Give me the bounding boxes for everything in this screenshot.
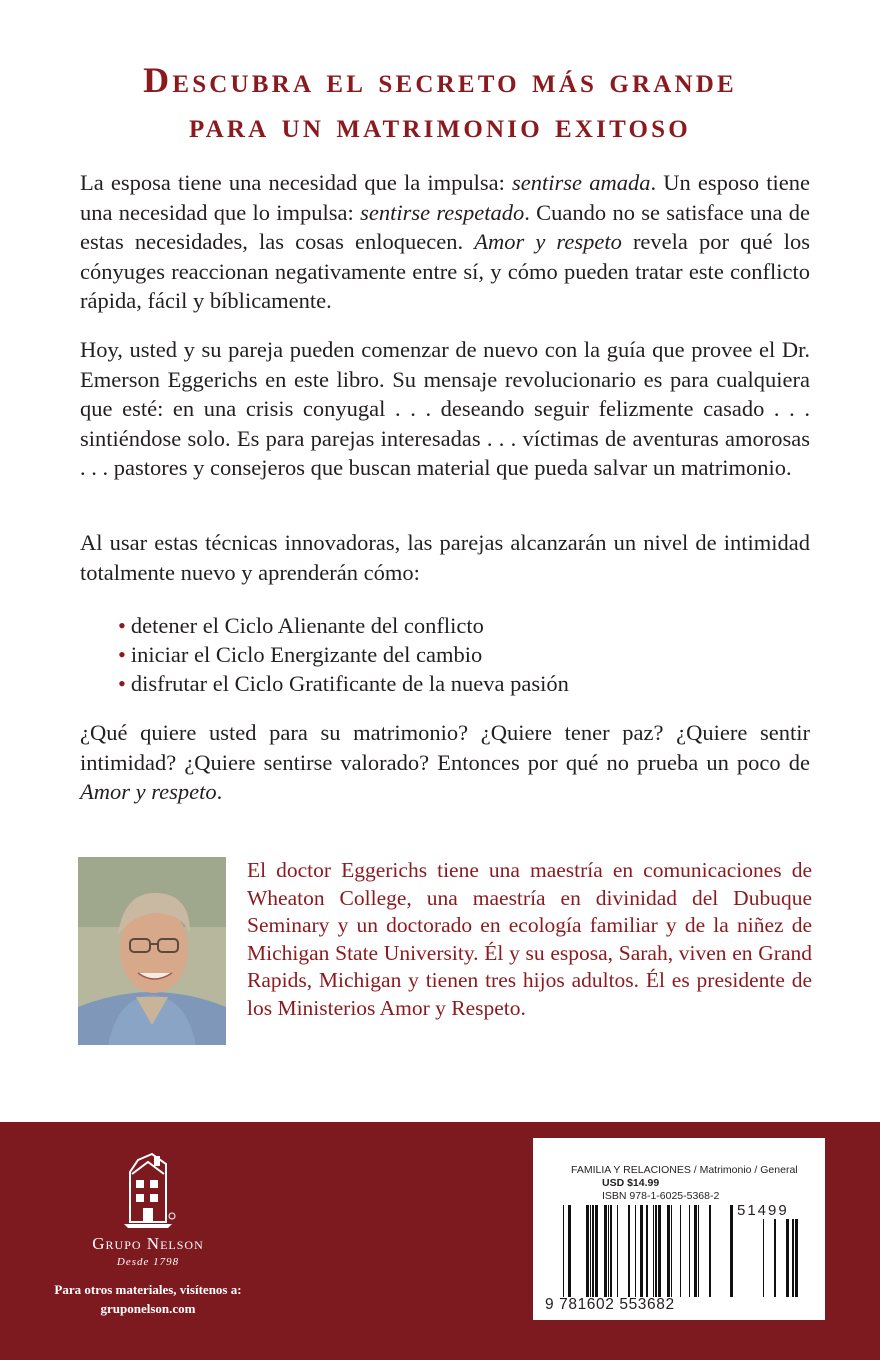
text-run: revela por qué los cónyuges reaccionan negativamente entre sí, y cómo pueden tratar este conflicto rápida, fácil y bíblicamente.	[80, 229, 810, 313]
ean-barcode	[563, 1205, 733, 1297]
techniques-paragraph: Al usar estas técnicas innovadoras, las parejas alcanzarán un nivel de intimidad totalmente nuevo y aprenderán cómo:	[80, 530, 810, 585]
addon-number: 51499	[737, 1202, 789, 1219]
footer-band	[0, 1122, 880, 1360]
barcode-bar	[730, 1205, 733, 1297]
barcode-bar	[671, 1205, 672, 1297]
addon-barcode	[738, 1219, 798, 1297]
barcode-bar	[763, 1219, 764, 1297]
barcode-bar	[698, 1205, 699, 1297]
barcode-bar	[610, 1205, 612, 1297]
barcode-bar	[595, 1205, 598, 1297]
headline-line-1: Descubra el secreto más grande	[143, 60, 737, 100]
text-run: . Un esposo tiene una necesidad que lo impulsa:	[80, 170, 810, 225]
list-item	[118, 669, 569, 698]
bullet-icon: •	[118, 613, 126, 638]
bullet-icon: •	[118, 671, 126, 696]
barcode-bar	[635, 1205, 636, 1297]
book-title-run: Amor y respeto	[474, 229, 622, 254]
author-photo	[78, 857, 226, 1045]
barcode-bar	[568, 1205, 571, 1297]
benefits-list	[118, 611, 569, 698]
barcode-bar	[689, 1205, 690, 1297]
house-icon	[118, 1150, 178, 1230]
list-item-text: disfrutar el Ciclo Gratificante de la nueva pasión	[130, 671, 569, 696]
barcode-bar	[646, 1205, 648, 1297]
barcode-bar	[694, 1205, 697, 1297]
barcode-bar	[604, 1205, 607, 1297]
barcode-bar	[592, 1205, 594, 1297]
headline-line-2: para un matrimonio exitoso	[189, 105, 691, 145]
barcode-bar	[617, 1205, 618, 1297]
barcode-number: 9 781602 553682	[545, 1296, 675, 1313]
barcode-bar	[774, 1219, 776, 1297]
headline	[80, 58, 800, 148]
author-bio: El doctor Eggerichs tiene una maestría en comunicaciones de Wheaton College, una maestría en divinidad del Dubuque Seminary y un doctorado en ecología familiar y de la niñez de Michigan State University. Él y su esposa, Sarah, viven en Grand Rapids, Michigan y tienen tres hijos adultos. Él es presidente de los Ministerios Amor y Respeto.	[247, 858, 812, 1020]
barcode-bar	[709, 1205, 711, 1297]
list-item	[118, 640, 569, 669]
author-portrait-image	[78, 857, 226, 1045]
barcode-bar	[640, 1205, 643, 1297]
text-run: .	[216, 779, 223, 804]
italic-run: sentirse respetado	[360, 199, 525, 225]
publisher-since: Desde 1798	[116, 1256, 180, 1268]
price-label: USD $14.99	[602, 1177, 660, 1189]
list-item-text: detener el Ciclo Alienante del conflicto	[130, 613, 484, 638]
price-barcode-box	[533, 1138, 825, 1320]
barcode-bar	[586, 1205, 589, 1297]
barcode-bar	[786, 1219, 789, 1297]
list-item	[118, 611, 569, 640]
intro-paragraph	[80, 168, 810, 316]
bullet-icon: •	[118, 642, 126, 667]
book-title-run: Amor y respeto	[80, 779, 217, 804]
barcode-bar	[628, 1205, 630, 1297]
text-run: ¿Qué quiere usted para su matrimonio? ¿Quiere tener paz? ¿Quiere sentir intimidad? ¿Quiere sentirse valorado? Entonces por qué no prueba un poco de	[80, 720, 810, 775]
subject-category: FAMILIA Y RELACIONES / Matrimonio / General	[571, 1164, 798, 1176]
barcode-bar	[590, 1205, 591, 1297]
questions-paragraph	[80, 718, 810, 807]
isbn-label: ISBN 978-1-6025-5368-2	[602, 1190, 720, 1202]
publisher-logo	[48, 1150, 248, 1317]
audience-paragraph: Hoy, usted y su pareja pueden comenzar de nuevo con la guía que provee el Dr. Emerson Eggerichs en este libro. Su mensaje revolucionario es para cualquiera que esté: en una crisis conyugal . . . deseando seguir felizmente casado . . . sintiéndose solo. Es para parejas interesadas . . . víctimas de aventuras amorosas . . . pastores y consejeros que buscan material que pueda salvar un matrimonio.	[80, 337, 810, 480]
list-item-text: iniciar el Ciclo Energizante del cambio	[130, 642, 483, 667]
text-run: . Cuando no se satisface una de estas necesidades, las cosas enloquecen.	[80, 199, 810, 254]
barcode-bar	[563, 1205, 564, 1297]
barcode-bar	[795, 1219, 798, 1297]
barcode-bar	[653, 1205, 654, 1297]
text-run: La esposa tiene una necesidad que la impulsa:	[80, 170, 513, 195]
barcode-bar	[792, 1219, 794, 1297]
publisher-url: gruponelson.com	[100, 1301, 196, 1316]
publisher-name: Grupo Nelson	[92, 1234, 204, 1253]
more-materials-text: Para otros materiales, visítenos a:	[54, 1282, 242, 1297]
barcode-bar	[655, 1205, 657, 1297]
italic-run: sentirse amada	[512, 170, 651, 195]
barcode-bar	[667, 1205, 670, 1297]
barcode-bar	[608, 1205, 609, 1297]
barcode-bar	[658, 1205, 661, 1297]
barcode-bar	[680, 1205, 681, 1297]
